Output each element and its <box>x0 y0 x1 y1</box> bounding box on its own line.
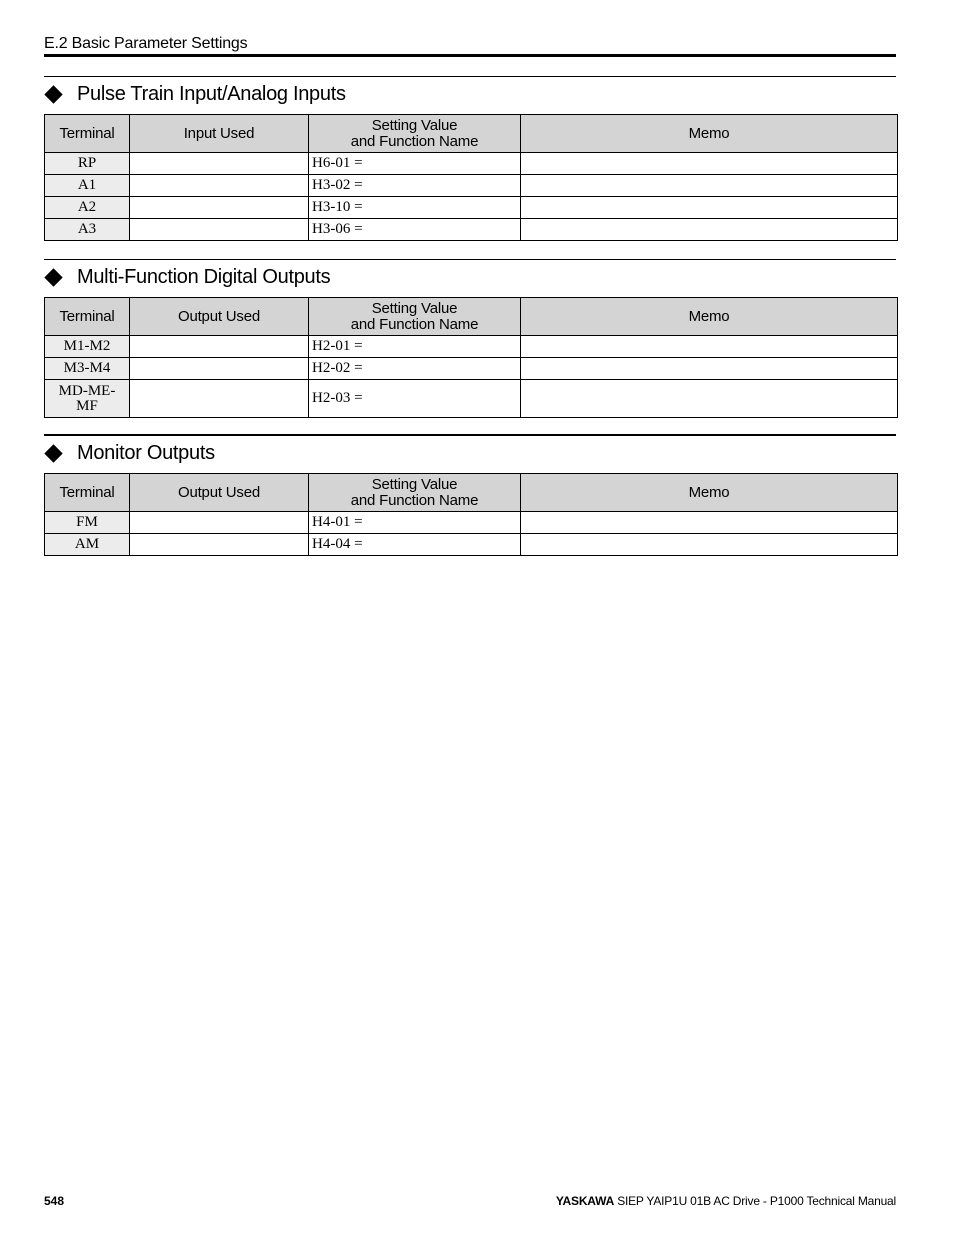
section-title-text: Multi-Function Digital Outputs <box>77 265 331 288</box>
section-title <box>44 82 346 106</box>
memo-cell[interactable] <box>521 512 898 534</box>
terminal-cell: AM <box>45 534 130 556</box>
col-header-setting <box>309 474 521 512</box>
table-row <box>45 512 898 534</box>
col-header-setting-text: Setting Value and Function Name <box>350 475 479 509</box>
col-header-memo: Memo <box>521 115 898 153</box>
setting-cell[interactable]: H2-03 = <box>309 380 521 418</box>
memo-cell[interactable] <box>521 358 898 380</box>
col-header-setting-text: Setting Value and Function Name <box>350 116 479 150</box>
table-row <box>45 175 898 197</box>
used-cell[interactable] <box>130 197 309 219</box>
memo-cell[interactable] <box>521 175 898 197</box>
diamond-bullet-icon <box>44 85 62 103</box>
section-title <box>44 265 330 289</box>
table-header-row <box>45 298 898 336</box>
used-cell[interactable] <box>130 380 309 418</box>
setting-cell[interactable]: H6-01 = <box>309 153 521 175</box>
col-header-used: Output Used <box>130 298 309 336</box>
manual-title <box>556 1194 896 1208</box>
used-cell[interactable] <box>130 358 309 380</box>
memo-cell[interactable] <box>521 219 898 241</box>
used-cell[interactable] <box>130 336 309 358</box>
table-row <box>45 153 898 175</box>
col-header-memo: Memo <box>521 474 898 512</box>
terminal-cell: A3 <box>45 219 130 241</box>
setting-cell[interactable]: H2-02 = <box>309 358 521 380</box>
section-divider <box>44 76 896 77</box>
used-cell[interactable] <box>130 512 309 534</box>
memo-cell[interactable] <box>521 153 898 175</box>
table-row <box>45 380 898 418</box>
col-header-terminal: Terminal <box>45 474 130 512</box>
terminal-cell <box>45 380 130 418</box>
used-cell[interactable] <box>130 153 309 175</box>
col-header-setting <box>309 298 521 336</box>
table-header-row <box>45 474 898 512</box>
table-row <box>45 197 898 219</box>
used-cell[interactable] <box>130 534 309 556</box>
section-divider <box>44 434 896 436</box>
page-header-title: E.2 Basic Parameter Settings <box>44 35 248 52</box>
diamond-bullet-icon <box>44 268 62 286</box>
section-title-text: Pulse Train Input/Analog Inputs <box>77 82 346 105</box>
brand-name: YASKAWA <box>555 1194 615 1208</box>
setting-cell[interactable]: H3-02 = <box>309 175 521 197</box>
terminal-cell: A2 <box>45 197 130 219</box>
col-header-terminal: Terminal <box>45 298 130 336</box>
col-header-used: Output Used <box>130 474 309 512</box>
col-header-terminal: Terminal <box>45 115 130 153</box>
digital-outputs-table <box>44 297 898 418</box>
used-cell[interactable] <box>130 219 309 241</box>
header-divider <box>44 54 896 57</box>
used-cell[interactable] <box>130 175 309 197</box>
memo-cell[interactable] <box>521 336 898 358</box>
table-header-row <box>45 115 898 153</box>
page-footer <box>44 1192 896 1210</box>
terminal-cell-text: MD-ME- MF <box>58 382 116 414</box>
page-number: 548 <box>44 1194 65 1208</box>
setting-cell[interactable]: H2-01 = <box>309 336 521 358</box>
diamond-bullet-icon <box>44 444 62 462</box>
manual-name: SIEP YAIP1U 01B AC Drive - P1000 Technical Manual <box>617 1194 896 1208</box>
table-row <box>45 336 898 358</box>
memo-cell[interactable] <box>521 380 898 418</box>
setting-cell[interactable]: H4-04 = <box>309 534 521 556</box>
section-title-text: Monitor Outputs <box>77 441 215 464</box>
section-title <box>44 441 215 465</box>
setting-cell[interactable]: H3-10 = <box>309 197 521 219</box>
table-row <box>45 534 898 556</box>
memo-cell[interactable] <box>521 197 898 219</box>
terminal-cell: FM <box>45 512 130 534</box>
terminal-cell: M1-M2 <box>45 336 130 358</box>
col-header-used: Input Used <box>130 115 309 153</box>
setting-cell[interactable]: H3-06 = <box>309 219 521 241</box>
memo-cell[interactable] <box>521 534 898 556</box>
pulse-analog-table <box>44 114 898 241</box>
col-header-memo: Memo <box>521 298 898 336</box>
section-divider <box>44 259 896 260</box>
table-row <box>45 358 898 380</box>
col-header-setting-text: Setting Value and Function Name <box>350 299 479 333</box>
table-row <box>45 219 898 241</box>
col-header-setting <box>309 115 521 153</box>
page-header <box>44 35 896 53</box>
monitor-outputs-table <box>44 473 898 556</box>
terminal-cell: RP <box>45 153 130 175</box>
setting-cell[interactable]: H4-01 = <box>309 512 521 534</box>
terminal-cell: M3-M4 <box>45 358 130 380</box>
terminal-cell: A1 <box>45 175 130 197</box>
